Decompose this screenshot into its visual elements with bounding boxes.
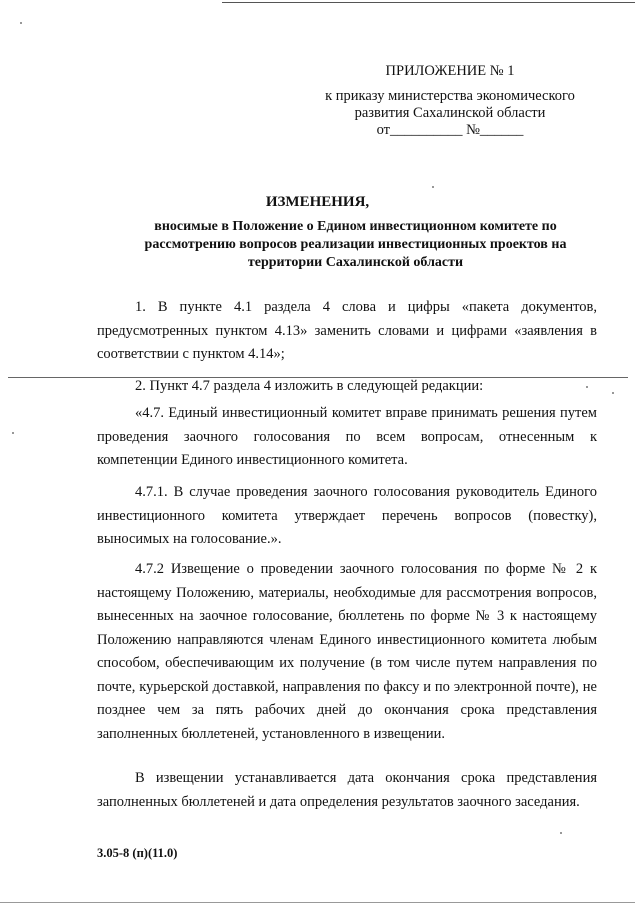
scan-speck [12,432,14,434]
scan-speck [432,186,434,188]
appendix-line-ministry: развития Сахалинской области [354,105,546,121]
scan-speck [612,392,614,394]
document-title: ИЗМЕНЕНИЯ, [265,194,370,210]
form-code: 3.05-8 (п)(11.0) [97,846,178,860]
appendix-heading: ПРИЛОЖЕНИЕ № 1 [385,63,515,79]
document-subtitle: вносимые в Положение о Едином инвестиционном комитете по рассмотрению вопросов реализации инвестиционных проектов на территории Сахалинской области [144,219,567,270]
appendix-line-date: от__________ №______ [376,122,524,138]
scan-line-bottom [0,902,635,903]
appendix-line-order: к приказу министерства экономического [325,88,575,104]
paragraph-notice: В извещении устанавливается дата окончания срока представления заполненных бюллетеней и дата определения результатов заочного заседания. [97,770,597,810]
paragraph-4-7: «4.7. Единый инвестиционный комитет вправе принимать решения путем проведения заочного голосования по всем вопросам, отнесенным к компетенции Единого инвестиционного комитета. [97,405,597,468]
paragraph-4-7-1: 4.7.1. В случае проведения заочного голосования руководитель Единого инвестиционного комитета утверждает перечень вопросов (повестку), выносимых на голосование.». [97,484,597,547]
scan-line-top [222,2,635,3]
paragraph-2: 2. Пункт 4.7 раздела 4 изложить в следующей редакции: [135,378,484,394]
paragraph-1: 1. В пункте 4.1 раздела 4 слова и цифры «пакета документов, предусмотренных пунктом 4.13» заменить словами и цифрами «заявления в соответствии с пунктом 4.14»; [97,299,597,362]
scan-speck [20,22,22,24]
scan-speck [560,832,562,834]
paragraph-4-7-2: 4.7.2 Извещение о проведении заочного голосования по форме № 2 к настоящему Положению, материалы, необходимые для рассмотрения вопросов, вынесенных на заочное голосование, бюллетень по форме № 3 к настоящему Положению направляются членам Единого инвестиционного комитета любым способом, обеспечивающим их получение (в том числе путем направления по почте, курьерской доставкой, направления по факсу и по электронной почте), не позднее чем за пять рабочих дней до окончания срока представления заполненных бюллетеней, установленного в извещении. [97,561,597,742]
